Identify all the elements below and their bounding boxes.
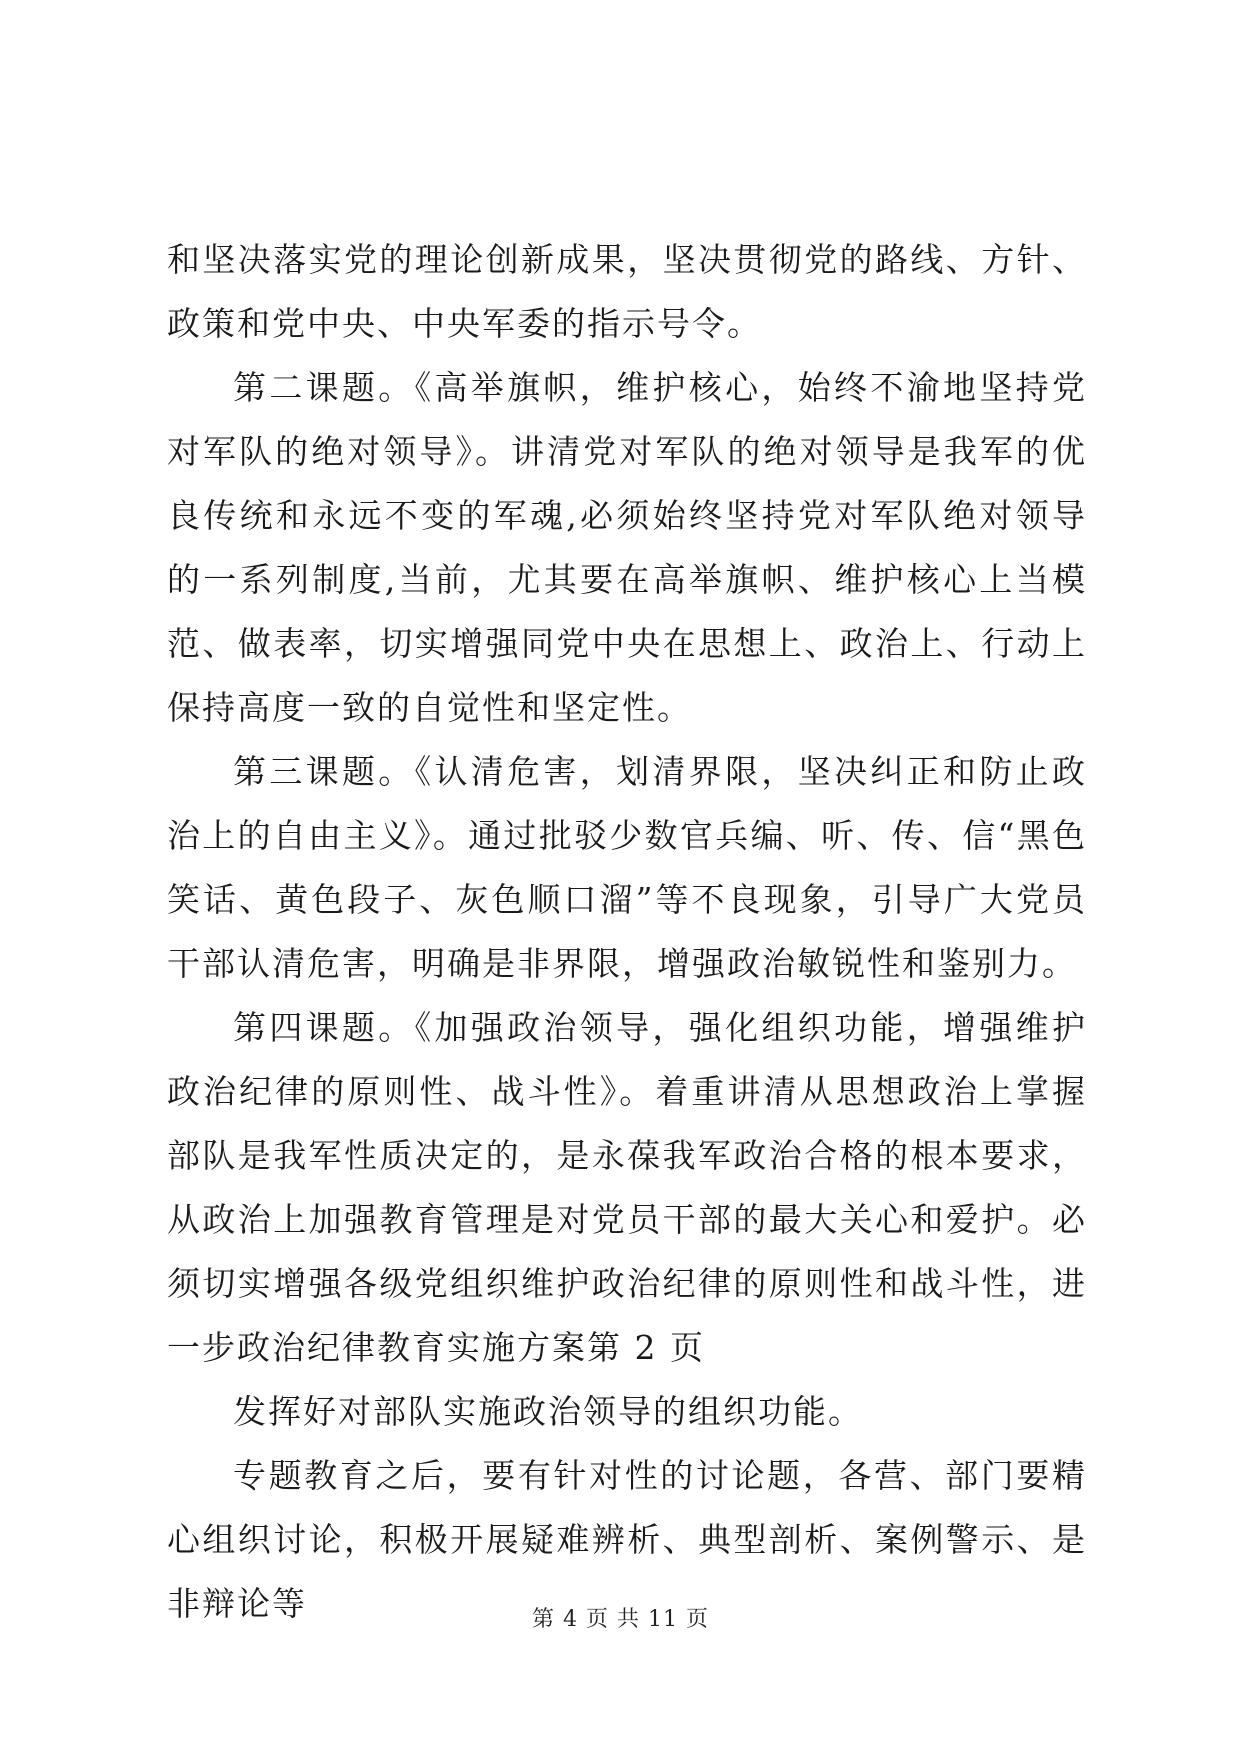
paragraph-topic-3: 第三课题。《认清危害，划清界限，坚决纠正和防止政治上的自由主义》。通过批驳少数官兵编、听、传、信“黑色笑话、黄色段子、灰色顺口溜”等不良现象，引导广大党员干部认清危害，明确是非界限，增强政治敏锐性和鉴别力。	[167, 752, 1087, 983]
paragraph-continued: 和坚决落实党的理论创新成果，坚决贯彻党的路线、方针、政策和党中央、中央军委的指示号令。	[167, 240, 1087, 343]
page-footer: 第 4 页 共 11 页	[532, 1607, 709, 1632]
paragraph-topic-2: 第二课题。《高举旗帜，维护核心，始终不渝地坚持党对军队的绝对领导》。讲清党对军队的绝对领导是我军的优良传统和永远不变的军魂,必须始终坚持党对军队绝对领导的一系列制度,当前，尤其要在高举旗帜、维护核心上当模范、做表率，切实增强同党中央在思想上、政治上、行动上保持高度一致的自觉性和坚定性。	[167, 368, 1087, 727]
paragraph-discussion: 专题教育之后，要有针对性的讨论题，各营、部门要精心组织讨论，积极开展疑难辨析、典型剖析、案例警示、是非辩论等	[167, 1456, 1087, 1623]
document-body	[167, 228, 1087, 1636]
paragraph-organization-function: 发挥好对部队实施政治领导的组织功能。	[233, 1392, 863, 1431]
paragraph-topic-4: 第四课题。《加强政治领导，强化组织功能，增强维护政治纪律的原则性、战斗性》。着重讲清从思想政治上掌握部队是我军性质决定的，是永葆我军政治合格的根本要求，从政治上加强教育管理是对党员干部的最大关心和爱护。必须切实增强各级党组织维护政治纪律的原则性和战斗性，进一步政治纪律教育实施方案第 2 页	[167, 1008, 1087, 1367]
